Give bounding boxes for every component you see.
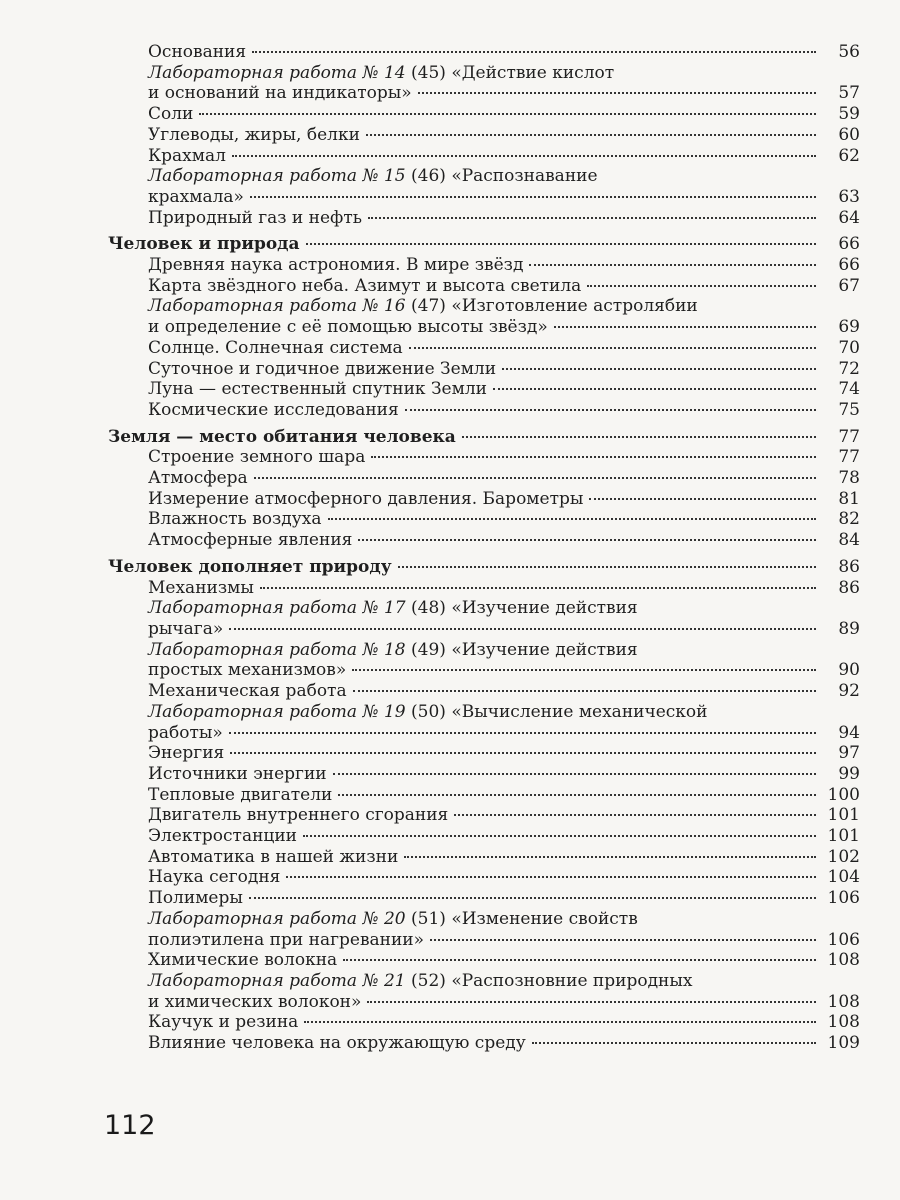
lab-name-end: и определение с её помощью высоты звёзд»: [148, 317, 548, 338]
toc-entry: [108, 104, 860, 125]
entry-title: Влияние человека на окружающую среду: [148, 1033, 526, 1054]
dot-leader: [286, 876, 816, 878]
lab-title: Лабораторная работа № 14: [148, 62, 406, 83]
page-ref: 97: [838, 743, 860, 764]
dot-leader: [230, 752, 816, 754]
dot-leader: [502, 368, 816, 370]
toc-entry: [108, 208, 860, 229]
page-ref: 108: [827, 991, 860, 1012]
lab-title: Лабораторная работа № 21: [148, 970, 406, 991]
lab-name-start: «Распознавание: [451, 166, 598, 187]
entry-title: Крахмал: [148, 145, 226, 166]
entry-title: Углеводы, жиры, белки: [148, 124, 360, 145]
lab-first-line: [108, 640, 860, 661]
page-ref: 59: [838, 104, 860, 125]
page-ref: 63: [838, 186, 860, 207]
toc-entry: [108, 805, 860, 826]
lab-number: (45): [411, 62, 446, 83]
toc-entry: [108, 42, 860, 63]
lab-number: (46): [411, 166, 446, 187]
entry-title: Электростанции: [148, 826, 297, 847]
dot-leader: [371, 456, 816, 458]
entry-title: Земля — место обитания человека: [108, 426, 456, 447]
lab-name-end: и химических волокон»: [148, 991, 362, 1012]
page-ref: 72: [838, 358, 860, 379]
dot-leader: [303, 835, 816, 837]
page-ref: 74: [838, 379, 860, 400]
dot-leader: [229, 628, 816, 630]
toc-entry: [108, 83, 860, 104]
toc-entry: [108, 826, 860, 847]
dot-leader: [454, 814, 816, 816]
lab-number: (52): [411, 970, 446, 991]
page-ref: 92: [838, 681, 860, 702]
entry-title: Человек дополняет природу: [108, 556, 392, 577]
section-heading: [108, 234, 860, 255]
lab-name-start: «Действие кислот: [451, 62, 615, 83]
toc-entry: [108, 660, 860, 681]
dot-leader: [398, 566, 816, 568]
entry-title: Суточное и годичное движение Земли: [148, 358, 497, 379]
dot-leader: [199, 113, 816, 115]
section-heading: [108, 427, 860, 448]
page-ref: 89: [838, 618, 860, 639]
page-ref: 101: [827, 805, 860, 826]
dot-leader: [554, 326, 816, 328]
toc-entry: [108, 489, 860, 510]
dot-leader: [353, 690, 816, 692]
lab-number: (50): [411, 701, 446, 722]
toc-entry: [108, 125, 860, 146]
dot-leader: [343, 959, 816, 961]
entry-title: Космические исследования: [148, 399, 399, 420]
lab-title: Лабораторная работа № 16: [148, 296, 406, 317]
lab-entry: [108, 598, 860, 639]
lab-name-end: простых механизмов»: [148, 660, 347, 681]
entry-title: Механизмы: [148, 577, 254, 598]
page-ref: 82: [838, 509, 860, 530]
dot-leader: [254, 477, 816, 479]
lab-entry: [108, 640, 860, 681]
dot-leader: [529, 264, 816, 266]
lab-title: Лабораторная работа № 19: [148, 701, 406, 722]
dot-leader: [366, 134, 816, 136]
entry-title: Двигатель внутреннего сгорания: [148, 805, 449, 826]
page-ref: 106: [827, 888, 860, 909]
dot-leader: [306, 243, 816, 245]
toc-entry: [108, 992, 860, 1013]
page-ref: 62: [838, 145, 860, 166]
page-ref: 56: [838, 42, 860, 62]
dot-leader: [532, 1042, 816, 1044]
page-ref: 86: [838, 577, 860, 598]
entry-title: Древняя наука астрономия. В мире звёзд: [148, 255, 524, 276]
dot-leader: [409, 347, 816, 349]
lab-first-line: [108, 909, 860, 930]
lab-name-start: «Распозновние природных: [451, 970, 693, 991]
dot-leader: [338, 794, 816, 796]
lab-name-start: «Изучение действия: [451, 639, 638, 660]
dot-leader: [249, 897, 816, 899]
toc-entry: [108, 146, 860, 167]
page-ref: 108: [827, 1012, 860, 1033]
entry-title: Измерение атмосферного давления. Барометры: [148, 488, 584, 509]
page-ref: 77: [838, 447, 860, 468]
lab-entry: [108, 702, 860, 743]
toc-entry: [108, 187, 860, 208]
dot-leader: [405, 409, 816, 411]
lab-title: Лабораторная работа № 18: [148, 639, 406, 660]
toc-entry: [108, 681, 860, 702]
page-ref: 104: [827, 867, 860, 888]
toc-entry: [108, 950, 860, 971]
toc-entry: [108, 447, 860, 468]
dot-leader: [589, 498, 816, 500]
lab-first-line: [108, 702, 860, 723]
dot-leader: [352, 669, 816, 671]
page-ref: 90: [838, 660, 860, 681]
toc-entry: [108, 317, 860, 338]
entry-title: Полимеры: [148, 888, 243, 909]
entry-title: Автоматика в нашей жизни: [148, 846, 399, 867]
toc-entry: [108, 723, 860, 744]
dot-leader: [229, 732, 816, 734]
toc-entry: [108, 379, 860, 400]
entry-title: Луна — естественный спутник Земли: [148, 379, 487, 400]
toc-entry: [108, 888, 860, 909]
lab-first-line: [108, 598, 860, 619]
dot-leader: [260, 587, 816, 589]
entry-title: Каучук и резина: [148, 1012, 299, 1033]
lab-entry: [108, 909, 860, 950]
entry-title: Карта звёздного неба. Азимут и высота светила: [148, 275, 582, 296]
entry-title: Соли: [148, 104, 194, 125]
toc-entry: [108, 509, 860, 530]
entry-title: Природный газ и нефть: [148, 207, 363, 228]
dot-leader: [304, 1021, 816, 1023]
toc-entry: [108, 785, 860, 806]
page-ref: 70: [838, 337, 860, 358]
page-ref: 101: [827, 826, 860, 847]
table-of-contents: [108, 42, 860, 1054]
dot-leader: [252, 51, 816, 53]
lab-name-start: «Изменение свойств: [451, 908, 638, 929]
toc-entry: [108, 468, 860, 489]
toc-entry: [108, 619, 860, 640]
lab-entry: [108, 63, 860, 104]
page-ref: 106: [827, 929, 860, 950]
entry-title: Человек и природа: [108, 234, 300, 255]
page-ref: 81: [838, 488, 860, 509]
toc-entry: [108, 400, 860, 421]
lab-name-end: работы»: [148, 722, 223, 743]
page-number: 112: [104, 1110, 156, 1141]
lab-name-start: «Вычисление механической: [451, 701, 708, 722]
lab-first-line: [108, 166, 860, 187]
page-ref: 57: [838, 83, 860, 104]
toc-entry: [108, 847, 860, 868]
toc-entry: [108, 743, 860, 764]
page-ref: 108: [827, 950, 860, 971]
page-ref: 78: [838, 468, 860, 489]
page-ref: 109: [827, 1033, 860, 1054]
lab-number: (51): [411, 908, 446, 929]
lab-first-line: [108, 296, 860, 317]
page-ref: 64: [838, 207, 860, 228]
lab-first-line: [108, 971, 860, 992]
toc-entry: [108, 867, 860, 888]
lab-number: (47): [411, 296, 446, 317]
lab-first-line: [108, 63, 860, 84]
page-ref: 84: [838, 530, 860, 551]
dot-leader: [358, 539, 816, 541]
dot-leader: [328, 518, 817, 520]
lab-name-start: «Изучение действия: [451, 598, 638, 619]
page-ref: 75: [838, 399, 860, 420]
toc-entry: [108, 255, 860, 276]
dot-leader: [430, 939, 816, 941]
page-ref: 67: [838, 275, 860, 296]
dot-leader: [404, 856, 816, 858]
entry-title: Атмосферные явления: [148, 530, 353, 551]
dot-leader: [250, 196, 816, 198]
page-ref: 66: [838, 255, 860, 276]
lab-name-end: рычага»: [148, 618, 224, 639]
page-ref: 102: [827, 846, 860, 867]
entry-title: Механическая работа: [148, 681, 347, 702]
entry-title: Наука сегодня: [148, 867, 281, 888]
dot-leader: [587, 285, 816, 287]
lab-name-start: «Изготовление астролябии: [451, 296, 698, 317]
dot-leader: [232, 155, 816, 157]
dot-leader: [367, 1001, 816, 1003]
page-ref: 86: [838, 556, 860, 577]
page-ref: 66: [838, 234, 860, 255]
lab-title: Лабораторная работа № 20: [148, 908, 406, 929]
entry-title: Солнце. Солнечная система: [148, 337, 403, 358]
lab-title: Лабораторная работа № 17: [148, 598, 406, 619]
dot-leader: [368, 217, 816, 219]
dot-leader: [462, 436, 816, 438]
entry-title: Влажность воздуха: [148, 509, 322, 530]
page-ref: 99: [838, 763, 860, 784]
toc-entry: [108, 930, 860, 951]
toc-entry: [108, 338, 860, 359]
entry-title: Химические волокна: [148, 950, 338, 971]
toc-entry: [108, 276, 860, 297]
lab-number: (49): [411, 639, 446, 660]
page-ref: 77: [838, 426, 860, 447]
toc-entry: [108, 764, 860, 785]
toc-entry: [108, 578, 860, 599]
lab-entry: [108, 971, 860, 1012]
lab-name-end: и оснований на индикаторы»: [148, 83, 412, 104]
page-ref: 100: [827, 784, 860, 805]
section-heading: [108, 557, 860, 578]
lab-entry: [108, 296, 860, 337]
lab-name-end: крахмала»: [148, 186, 244, 207]
entry-title: Энергия: [148, 743, 225, 764]
page-ref: 60: [838, 124, 860, 145]
toc-entry: [108, 359, 860, 380]
entry-title: Тепловые двигатели: [148, 784, 333, 805]
lab-name-end: полиэтилена при нагревании»: [148, 929, 425, 950]
entry-title: Строение земного шара: [148, 447, 366, 468]
toc-entry: [108, 1012, 860, 1033]
lab-number: (48): [411, 598, 446, 619]
lab-title: Лабораторная работа № 15: [148, 166, 406, 187]
toc-entry: [108, 1033, 860, 1054]
dot-leader: [333, 773, 816, 775]
entry-title: Источники энергии: [148, 763, 327, 784]
page-ref: 94: [838, 722, 860, 743]
lab-entry: [108, 166, 860, 207]
dot-leader: [493, 388, 816, 390]
entry-title: Основания: [148, 42, 247, 62]
dot-leader: [418, 92, 816, 94]
toc-entry: [108, 530, 860, 551]
page-ref: 69: [838, 317, 860, 338]
entry-title: Атмосфера: [148, 468, 248, 489]
